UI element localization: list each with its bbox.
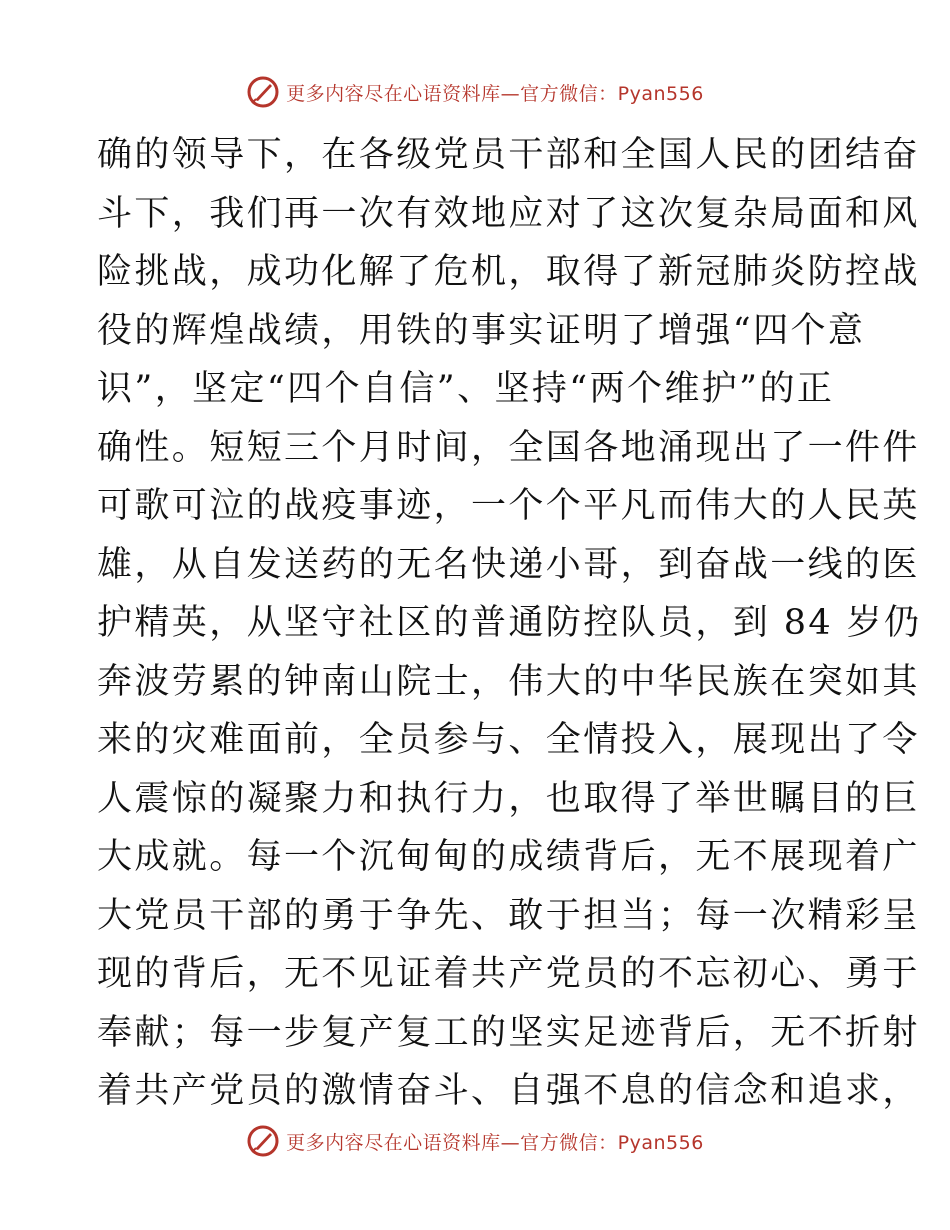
text-line: 护精英，从坚守社区的普通防控队员，到 84 岁仍 (97, 603, 922, 643)
text-line: 着共产党员的激情奋斗、自强不息的信念和追求， (97, 1071, 920, 1111)
footer-watermark-text: 更多内容尽在心语资料库—官方微信：Pyan556 (286, 1131, 704, 1154)
quill-logo-icon (246, 75, 280, 109)
text-line: 险挑战，成功化解了危机，取得了新冠肺炎防控战 (97, 252, 920, 292)
text-line: 斗下，我们再一次有效地应对了这次复杂局面和风 (97, 193, 920, 234)
text-line: 来的灾难面前，全员参与、全情投入，展现出了令 (97, 720, 920, 760)
text-line: 奉献；每一步复产复工的坚实足迹背后，无不折射 (97, 1012, 920, 1053)
text-line: 大成就。每一个沉甸甸的成绩背后，无不展现着广 (97, 837, 920, 877)
quill-logo-icon (246, 1124, 280, 1158)
text-line: 雄，从自发送药的无名快递小哥，到奋战一线的医 (97, 544, 920, 585)
header-watermark-text: 更多内容尽在心语资料库—官方微信：Pyan556 (286, 82, 704, 105)
document-body (97, 126, 922, 1121)
text-line: 可歌可泣的战疫事迹，一个个平凡而伟大的人民英 (97, 486, 920, 526)
text-line: 大党员干部的勇于争先、敢于担当；每一次精彩呈 (97, 895, 920, 936)
text-line: 确性。短短三个月时间，全国各地涌现出了一件件 (97, 427, 920, 468)
text-line: 识”，坚定“四个自信”、坚持“两个维护”的正 (97, 369, 835, 409)
text-line: 现的背后，无不见证着共产党员的不忘初心、勇于 (97, 954, 920, 994)
text-line: 人震惊的凝聚力和执行力，也取得了举世瞩目的巨 (97, 778, 920, 819)
footer-watermark (0, 1124, 950, 1158)
header-watermark (0, 75, 950, 109)
text-line: 确的领导下，在各级党员干部和全国人民的团结奋 (97, 135, 920, 175)
text-line: 役的辉煌战绩，用铁的事实证明了增强“四个意 (97, 310, 866, 351)
text-line: 奔波劳累的钟南山院士，伟大的中华民族在突如其 (97, 661, 920, 702)
